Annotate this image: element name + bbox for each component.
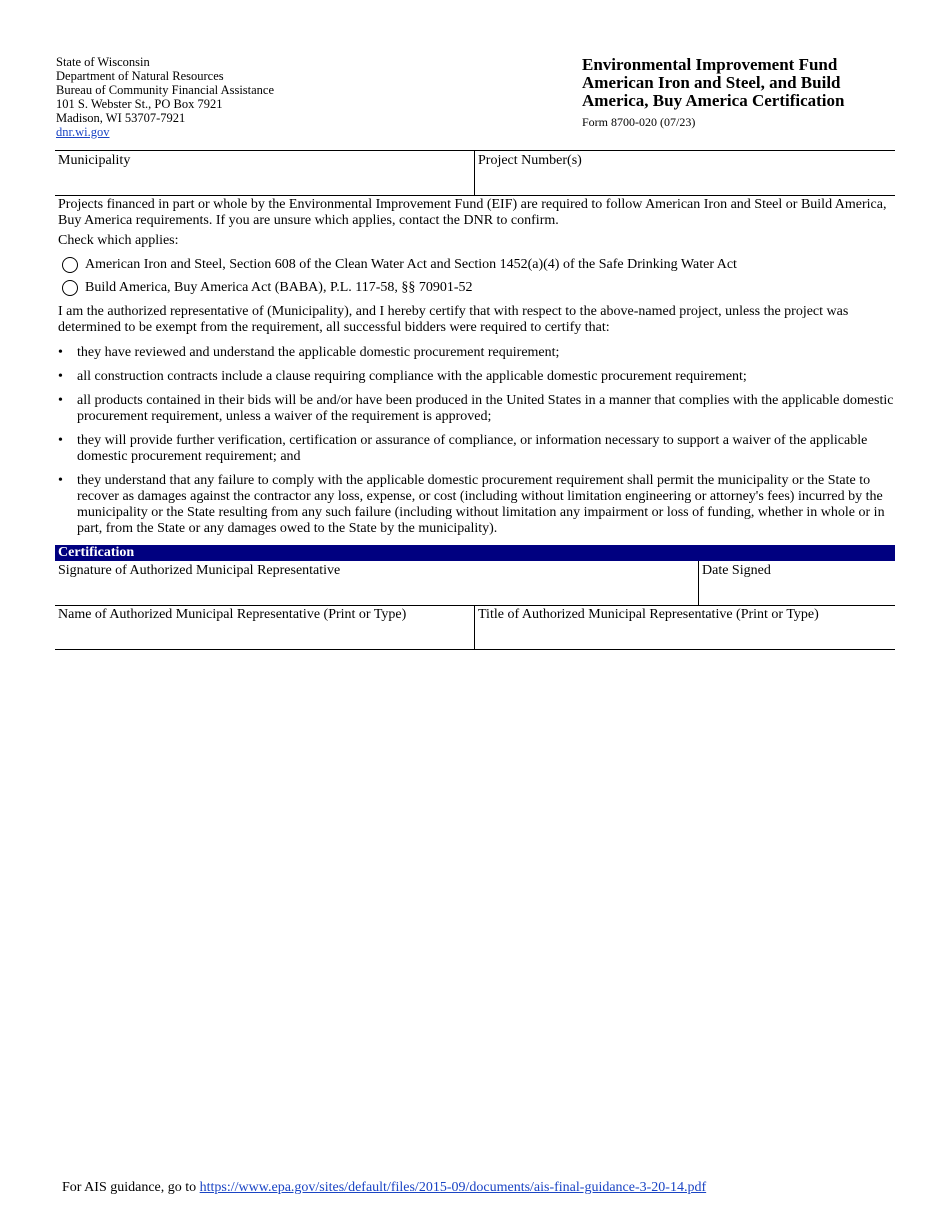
form-title-line: American Iron and Steel, and Build xyxy=(582,73,841,92)
name-input[interactable] xyxy=(58,627,471,647)
municipality-project-row xyxy=(55,150,895,196)
certify-paragraph: I am the authorized representative of (Municipality), and I hereby certify that with respect to the above-named project, unless the project was determined to be exempt from the requirement, all successful bidders were required to certify that: xyxy=(58,304,849,335)
footer-prefix: For AIS guidance, go to xyxy=(62,1180,200,1195)
municipality-label: Municipality xyxy=(58,153,131,168)
name-label: Name of Authorized Municipal Representative (Print or Type) xyxy=(58,607,407,622)
bullet-item xyxy=(58,369,909,385)
title-cell xyxy=(474,605,895,649)
agency-line: State of Wisconsin xyxy=(56,55,150,69)
ais-option-label: American Iron and Steel, Section 608 of the Clean Water Act and Section 1452(a)(4) of the Safe Drinking Water Act xyxy=(85,257,737,272)
signature-label: Signature of Authorized Municipal Representative xyxy=(58,563,341,578)
footer xyxy=(62,1180,706,1196)
bullet-text: all construction contracts include a clause requiring compliance with the applicable domestic procurement requirement; xyxy=(77,369,747,384)
bullet-text: they will provide further verification, certification or assurance of compliance, or information necessary to support a waiver of the applicable domestic procurement requirement; and xyxy=(77,433,868,464)
certification-heading-text: Certification xyxy=(58,545,135,560)
bullet-text: they have reviewed and understand the applicable domestic procurement requirement; xyxy=(77,345,560,360)
intro-paragraph: Projects financed in part or whole by the Environmental Improvement Fund (EIF) are required to follow American Iron and Steel or Build America, Buy America requirements. If you are unsure which applies, contact the DNR to confirm. xyxy=(58,197,887,228)
check-prompt: Check which applies: xyxy=(58,233,179,248)
signature-input[interactable] xyxy=(58,583,695,603)
bullet-item xyxy=(58,473,909,537)
name-cell xyxy=(55,605,474,649)
agency-line: Department of Natural Resources xyxy=(56,69,224,83)
title-input[interactable] xyxy=(478,627,892,647)
option-ais xyxy=(62,257,737,273)
project-number-cell xyxy=(474,151,895,195)
bullet-text: all products contained in their bids will be and/or have been produced in the United States in a manner that complies with the applicable domestic procurement requirement, unless a waiver of the requirement is approved; xyxy=(77,393,894,424)
ais-guidance-link[interactable]: https://www.epa.gov/sites/default/files/2015-09/documents/ais-final-guidance-3-20-14.pdf xyxy=(199,1180,707,1195)
option-baba xyxy=(62,280,473,296)
bullet-item xyxy=(58,393,909,425)
bullet-glyph: • xyxy=(58,393,63,408)
baba-option-label: Build America, Buy America Act (BABA), P.L. 117-58, §§ 70901-52 xyxy=(85,280,473,295)
date-signed-cell xyxy=(698,561,895,605)
agency-line: 101 S. Webster St., PO Box 7921 xyxy=(56,97,223,111)
baba-radio[interactable] xyxy=(62,280,78,296)
project-number-label: Project Number(s) xyxy=(478,153,582,168)
date-signed-label: Date Signed xyxy=(702,563,771,578)
project-number-input[interactable] xyxy=(478,173,892,193)
form-title xyxy=(582,56,922,110)
bullet-text: they understand that any failure to comply with the applicable domestic procurement requirement shall permit the municipality or the State to recover as damages against the contractor any loss, expense, or cost (including without limitation engineering or attorney's fees) incurred by the municipality or the State resulting from any such failure (including without limitation any impairment or loss of funding, whether in whole or in part, from the State or any damages owed to the State by the municipality). xyxy=(77,473,885,536)
signature-cell xyxy=(55,561,698,605)
date-signed-input[interactable] xyxy=(702,583,892,603)
bullet-glyph: • xyxy=(58,369,63,384)
bullet-glyph: • xyxy=(58,433,63,448)
agency-block xyxy=(56,55,274,139)
ais-radio[interactable] xyxy=(62,257,78,273)
website-link[interactable]: dnr.wi.gov xyxy=(56,125,110,139)
municipality-cell xyxy=(55,151,474,195)
certification-heading xyxy=(55,545,895,561)
municipality-input[interactable] xyxy=(58,173,471,193)
form-number: Form 8700-020 (07/23) xyxy=(582,115,696,129)
signature-date-row xyxy=(55,561,895,606)
agency-line: Bureau of Community Financial Assistance xyxy=(56,83,275,97)
bullet-item xyxy=(58,433,909,465)
agency-line: Madison, WI 53707-7921 xyxy=(56,111,186,125)
bullet-glyph: • xyxy=(58,473,63,488)
form-title-line: Environmental Improvement Fund xyxy=(582,55,838,74)
name-title-row xyxy=(55,605,895,650)
bullet-glyph: • xyxy=(58,345,63,360)
bullet-item xyxy=(58,345,909,361)
title-label: Title of Authorized Municipal Representative (Print or Type) xyxy=(478,607,819,622)
form-title-line: America, Buy America Certification xyxy=(582,91,845,110)
